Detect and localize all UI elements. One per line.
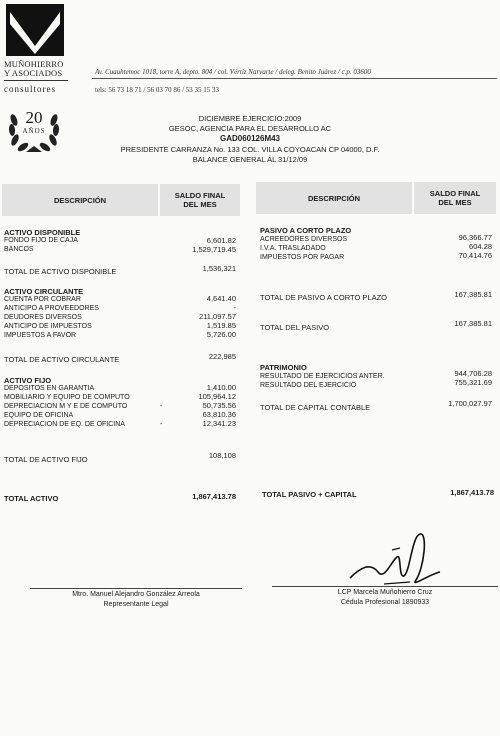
total-equity-value: 1,700,027.97 xyxy=(448,399,492,408)
line-item-label: RESULTADO DEL EJERCICIO xyxy=(260,382,357,389)
line-item-value: 96,366.77 xyxy=(458,233,492,242)
total-liabilities-value: 167,385.81 xyxy=(454,319,492,328)
total-label: TOTAL DE ACTIVO CIRCULANTE xyxy=(4,355,120,364)
grand-total-assets-value: 1,867,413.78 xyxy=(192,492,236,501)
section-title-short-term-liabilities: PASIVO A CORTO PLAZO xyxy=(260,226,352,235)
line-item-label: IMPUESTOS POR PAGAR xyxy=(260,254,345,261)
line-item-label: DEPRECIACION DE EQ. DE OFICINA xyxy=(4,421,125,428)
line-item-value: 1,410.00 xyxy=(206,383,236,392)
assets-balance-header xyxy=(160,184,240,216)
right-signer-name: LCP Marcela Muñohierro Cruz xyxy=(337,589,433,596)
line-item-value: 63,810.36 xyxy=(202,410,236,419)
total-liabilities-label: TOTAL DEL PASIVO xyxy=(260,323,330,332)
assets-balance-line2: DEL MES xyxy=(183,200,217,209)
right-signature-line xyxy=(272,586,498,587)
signature-scribble-icon xyxy=(340,528,450,590)
line-item-label: IMPUESTOS A FAVOR xyxy=(4,332,77,339)
report-title: BALANCE GENERAL AL 31/12/09 xyxy=(192,155,308,164)
line-item-value: 1,529,719.45 xyxy=(192,245,236,254)
firm-subtitle: consultores xyxy=(4,84,56,94)
line-item-label: DEUDORES DIVERSOS xyxy=(4,314,82,321)
line-item-label: ANTICIPO DE IMPUESTOS xyxy=(4,323,92,330)
line-item-label: MOBILIARIO Y EQUIPO DE COMPUTO xyxy=(4,394,130,401)
address-rule xyxy=(92,78,497,79)
company-name: GESOC, AGENCIA PARA EL DESARROLLO AC xyxy=(168,124,332,133)
line-item-label: ANTICIPO A PROVEEDORES xyxy=(4,305,99,312)
liabilities-balance-line2: DEL MES xyxy=(438,198,472,207)
grand-total-assets-label: TOTAL ACTIVO xyxy=(4,494,59,503)
line-item-value: 12,341.23 xyxy=(202,419,236,428)
right-signer-role: Cédula Profesional 1890933 xyxy=(340,599,430,606)
section-title-available: ACTIVO DISPONIBLE xyxy=(4,228,81,237)
firm-name-line2: Y ASOCIADOS xyxy=(4,68,63,78)
liabilities-description-label: DESCRIPCIÓN xyxy=(307,193,361,203)
line-item-label: FONDO FIJO DE CAJA xyxy=(4,237,78,244)
line-item-value: 5,726.00 xyxy=(206,330,236,339)
liabilities-balance-header xyxy=(414,182,496,214)
firm-address: Av. Cuauhtemoc 1018, torre A, depto. 804 / col. Vértiz Narvarte / deleg. Benito Juárez / c.p. 03600 xyxy=(95,68,371,76)
total-value: 222,985 xyxy=(208,352,236,361)
line-item-value: 4,641.40 xyxy=(206,294,236,303)
line-item-value: 6,601.82 xyxy=(206,236,236,245)
firm-phones: tels: 56 73 18 71 / 56 03 70 86 / 53 35 15 33 xyxy=(95,86,220,94)
negative-sign: - xyxy=(160,421,163,428)
line-item-value: - xyxy=(233,303,236,312)
company-rfc: GAD060126M43 xyxy=(219,134,281,143)
line-item-value: 50,735.56 xyxy=(202,401,236,410)
line-item-value: 944,706.28 xyxy=(454,369,492,378)
line-item-label: RESULTADO DE EJERCICIOS ANTER. xyxy=(260,373,385,380)
firm-name-line1: MUÑOHIERRO xyxy=(4,59,64,69)
line-item-value: 1,519.85 xyxy=(206,321,236,330)
anniversary-number: 20 xyxy=(25,108,43,127)
firm-name xyxy=(4,60,68,78)
total-equity-label: TOTAL DE CAPITAL CONTABLE xyxy=(260,403,371,412)
line-item-value: 105,964.12 xyxy=(198,392,236,401)
assets-description-label: DESCRIPCIÓN xyxy=(53,195,107,205)
line-item-label: ACREEDORES DIVERSOS xyxy=(260,236,348,243)
grand-total-liabilities-label: TOTAL PASIVO + CAPITAL xyxy=(262,490,357,499)
line-item-label: EQUIPO DE OFICINA xyxy=(4,412,74,419)
grand-total-liabilities-value: 1,867,413.78 xyxy=(450,488,494,497)
line-item-label: I.V.A. TRASLADADO xyxy=(260,245,326,252)
negative-sign: - xyxy=(160,403,163,410)
line-item-value: 604.28 xyxy=(469,242,492,251)
firm-logo-icon xyxy=(6,4,64,56)
line-item-label: DEPOSITOS EN GARANTIA xyxy=(4,385,95,392)
assets-balance-line1: SALDO FINAL xyxy=(174,191,226,200)
line-item-label: DEPRECIACION M Y E DE COMPUTO xyxy=(4,403,128,410)
total-value: 1,536,321 xyxy=(202,264,236,273)
total-value: 167,385.81 xyxy=(454,290,492,299)
line-item-label: CUENTA POR COBRAR xyxy=(4,296,81,303)
total-value: 108,108 xyxy=(208,451,236,460)
left-signature-line xyxy=(30,588,242,589)
total-label: TOTAL DE PASIVO A CORTO PLAZO xyxy=(260,293,387,302)
section-title-circulating: ACTIVO CIRCULANTE xyxy=(4,287,84,296)
section-title-fixed: ACTIVO FIJO xyxy=(4,376,52,385)
section-title-equity: PATRIMONIO xyxy=(260,363,307,372)
liabilities-balance-line1: SALDO FINAL xyxy=(429,189,481,198)
total-label: TOTAL DE ACTIVO FIJO xyxy=(4,455,88,464)
line-item-label: BANCOS xyxy=(4,246,34,253)
line-item-value: 211,097.57 xyxy=(199,312,236,321)
line-item-value: 755,321.69 xyxy=(454,378,492,387)
line-item-value: 70,414.76 xyxy=(458,251,492,260)
report-period: DICIEMBRE EJERCICIO:2009 xyxy=(198,114,302,123)
total-label: TOTAL DE ACTIVO DISPONIBLE xyxy=(4,267,117,276)
firm-divider xyxy=(4,80,68,81)
left-signer-role: Representante Legal xyxy=(103,601,169,608)
company-address: PRESIDENTE CARRANZA No. 133 COL. VILLA COYOACAN CP 04000, D.F. xyxy=(120,145,380,154)
assets-description-header xyxy=(2,184,158,216)
liabilities-description-header xyxy=(256,182,412,214)
anniversary-word: AÑOS xyxy=(22,127,46,135)
left-signer-name: Mtro. Manuel Alejandro González Arreola xyxy=(72,591,200,598)
